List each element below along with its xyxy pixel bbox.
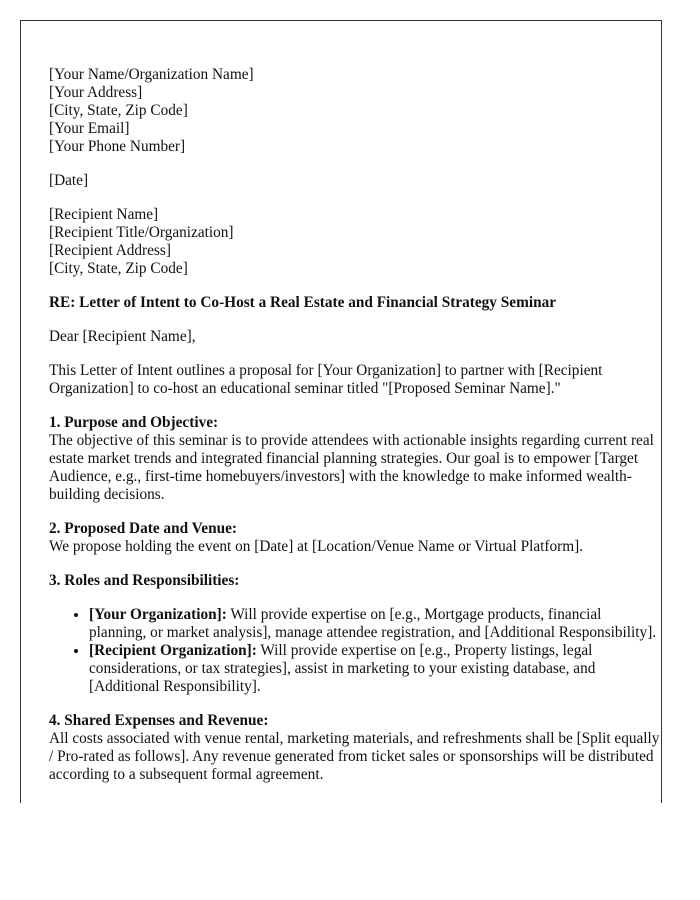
role-text: Will provide expertise on [e.g., Property listings, legal considerations, or tax strategies], assist in marketing to your existing database, and [Additional Responsibility]. <box>89 642 596 695</box>
section-body: All costs associated with venue rental, marketing materials, and refreshments shall be [Split equally / Pro-rated as follows]. Any revenue generated from ticket sales or sponsorships will be distributed according to a subsequent formal agreement. <box>49 730 660 783</box>
sender-name: [Your Name/Organization Name] <box>49 66 254 83</box>
section-body: We propose holding the event on [Date] at [Location/Venue Name or Virtual Platform]. <box>49 538 584 555</box>
recipient-city-state-zip: [City, State, Zip Code] <box>49 260 188 277</box>
section-expenses-revenue <box>49 712 661 784</box>
section-date-venue <box>49 520 661 556</box>
roles-list <box>49 606 661 696</box>
sender-email: [Your Email] <box>49 120 130 137</box>
letter-date: [Date] <box>49 172 89 189</box>
sender-phone: [Your Phone Number] <box>49 138 186 155</box>
salutation: Dear [Recipient Name], <box>49 328 196 345</box>
section-heading: 4. Shared Expenses and Revenue: <box>49 712 269 729</box>
section-roles <box>49 572 661 696</box>
role-label: [Recipient Organization]: <box>89 642 257 659</box>
role-text: Will provide expertise on [e.g., Mortgage products, financial planning, or market analysis], manage attendee registration, and [Additional Responsibility]. <box>89 606 657 641</box>
sender-address: [Your Address] <box>49 84 143 101</box>
subject-line: RE: Letter of Intent to Co-Host a Real Estate and Financial Strategy Seminar <box>49 294 557 311</box>
section-heading: 2. Proposed Date and Venue: <box>49 520 237 537</box>
section-body: The objective of this seminar is to provide attendees with actionable insights regarding current real estate market trends and integrated financial planning strategies. Our goal is to empower [Target Audience, e.g., first-time homebuyers/investors] with the knowledge to make informed wealth-building decisions. <box>49 432 654 503</box>
recipient-title-organization: [Recipient Title/Organization] <box>49 224 234 241</box>
section-purpose <box>49 414 661 504</box>
section-heading: 3. Roles and Responsibilities: <box>49 572 240 589</box>
section-heading: 1. Purpose and Objective: <box>49 414 219 431</box>
role-label: [Your Organization]: <box>89 606 227 623</box>
intro-paragraph: This Letter of Intent outlines a proposal for [Your Organization] to partner with [Recipient Organization] to co-host an educational seminar titled "[Proposed Seminar Name]." <box>49 362 603 397</box>
recipient-address: [Recipient Address] <box>49 242 171 259</box>
sender-city-state-zip: [City, State, Zip Code] <box>49 102 188 119</box>
list-item <box>89 642 661 696</box>
letter-page <box>20 20 662 803</box>
list-item <box>89 606 661 642</box>
recipient-name: [Recipient Name] <box>49 206 159 223</box>
